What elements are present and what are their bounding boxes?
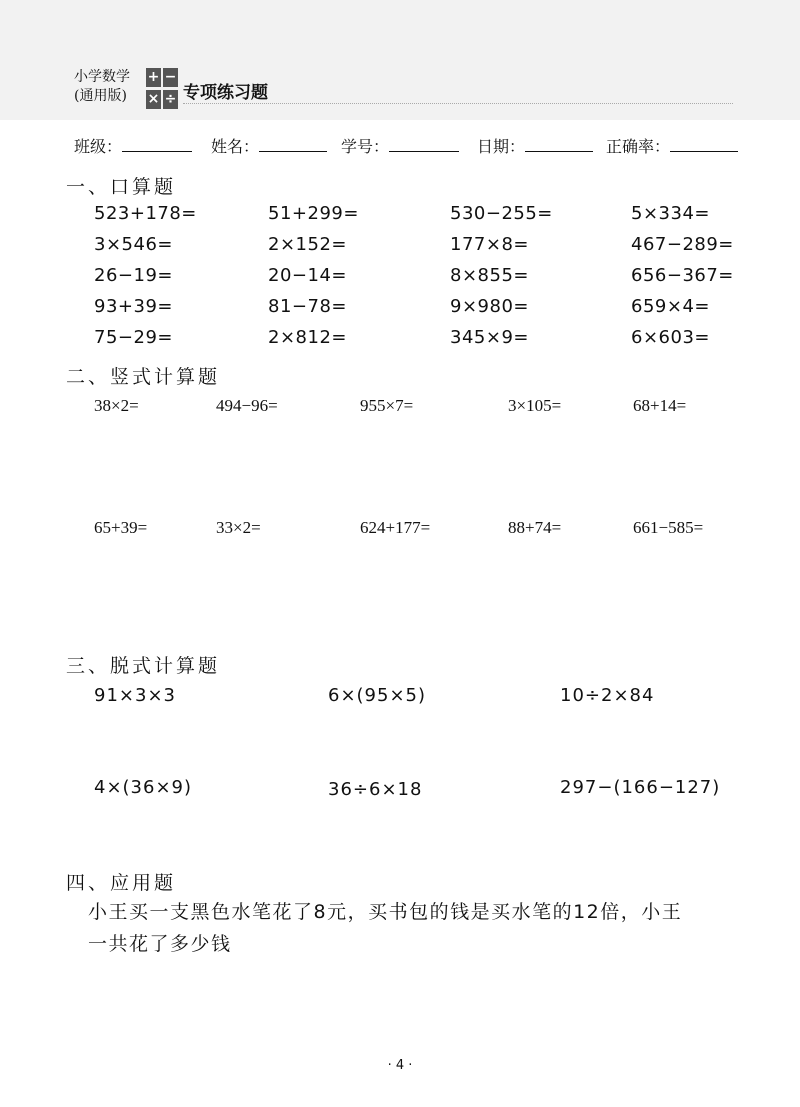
times-icon: × [147, 91, 160, 107]
problem: 75−29= [94, 327, 173, 348]
class-field [74, 134, 192, 157]
problem: 955×7= [360, 396, 414, 415]
name-field [211, 134, 327, 157]
name-label: 姓名： [211, 137, 260, 156]
problem: 10÷2×84 [560, 685, 655, 706]
problem: 5×334= [631, 203, 710, 224]
problem: 3×546= [94, 234, 173, 255]
problem: 345×9= [450, 327, 529, 348]
problem: 177×8= [450, 234, 529, 255]
problem: 6×(95×5) [328, 685, 427, 706]
problem: 297−(166−127) [560, 777, 721, 798]
class-blank[interactable] [122, 136, 192, 152]
problem: 91×3×3 [94, 685, 176, 706]
problem: 8×855= [450, 265, 529, 286]
problem: 2×152= [268, 234, 347, 255]
number-label: 学号： [341, 137, 390, 156]
brand-line-1: 小学数学 [74, 69, 130, 85]
page-title: 专项练习题 [183, 83, 268, 103]
problem: 88+74= [508, 518, 562, 537]
problem: 26−19= [94, 265, 173, 286]
problem: 33×2= [216, 518, 261, 537]
date-field [477, 134, 593, 157]
problem: 68+14= [633, 396, 687, 415]
accuracy-label: 正确率： [606, 137, 671, 156]
problem: 530−255= [450, 203, 553, 224]
problem: 523+178= [94, 203, 197, 224]
date-blank[interactable] [525, 136, 593, 152]
problem: 93+39= [94, 296, 173, 317]
problem: 467−289= [631, 234, 734, 255]
minus-icon: − [164, 69, 177, 85]
math-badge-icon [146, 68, 178, 110]
problem: 494−96= [216, 396, 278, 415]
section-heading-vertical-calc: 二、竖式计算题 [66, 366, 221, 388]
problem: 661−585= [633, 518, 704, 537]
problem: 20−14= [268, 265, 347, 286]
problem: 51+299= [268, 203, 359, 224]
problem: 81−78= [268, 296, 347, 317]
problem: 624+177= [360, 518, 431, 537]
word-problem-line-1: 小王买一支黑色水笔花了8元，买书包的钱是买水笔的12倍，小王 [88, 901, 683, 923]
brand-line-2: (通用版) [74, 88, 127, 104]
problem: 4×(36×9) [94, 777, 193, 798]
section-heading-stepwise-calc: 三、脱式计算题 [66, 655, 221, 677]
divide-icon: ÷ [164, 91, 177, 107]
section-heading-mental-math: 一、口算题 [66, 176, 177, 198]
problem: 9×980= [450, 296, 529, 317]
date-label: 日期： [477, 137, 526, 156]
problem: 656−367= [631, 265, 734, 286]
problem: 2×812= [268, 327, 347, 348]
name-blank[interactable] [259, 136, 327, 152]
section-heading-word-problem: 四、应用题 [66, 872, 177, 894]
number-blank[interactable] [389, 136, 459, 152]
word-problem-line-2: 一共花了多少钱 [88, 933, 232, 955]
number-field [341, 134, 459, 157]
plus-icon: + [147, 69, 160, 85]
page-number: · 4 · [387, 1058, 413, 1073]
problem: 38×2= [94, 396, 139, 415]
problem: 659×4= [631, 296, 710, 317]
accuracy-blank[interactable] [670, 136, 738, 152]
header-divider [183, 103, 733, 104]
accuracy-field [606, 134, 738, 157]
problem: 65+39= [94, 518, 148, 537]
problem: 6×603= [631, 327, 710, 348]
class-label: 班级： [74, 137, 123, 156]
problem: 36÷6×18 [328, 779, 423, 800]
problem: 3×105= [508, 396, 562, 415]
brand-block [74, 68, 130, 106]
